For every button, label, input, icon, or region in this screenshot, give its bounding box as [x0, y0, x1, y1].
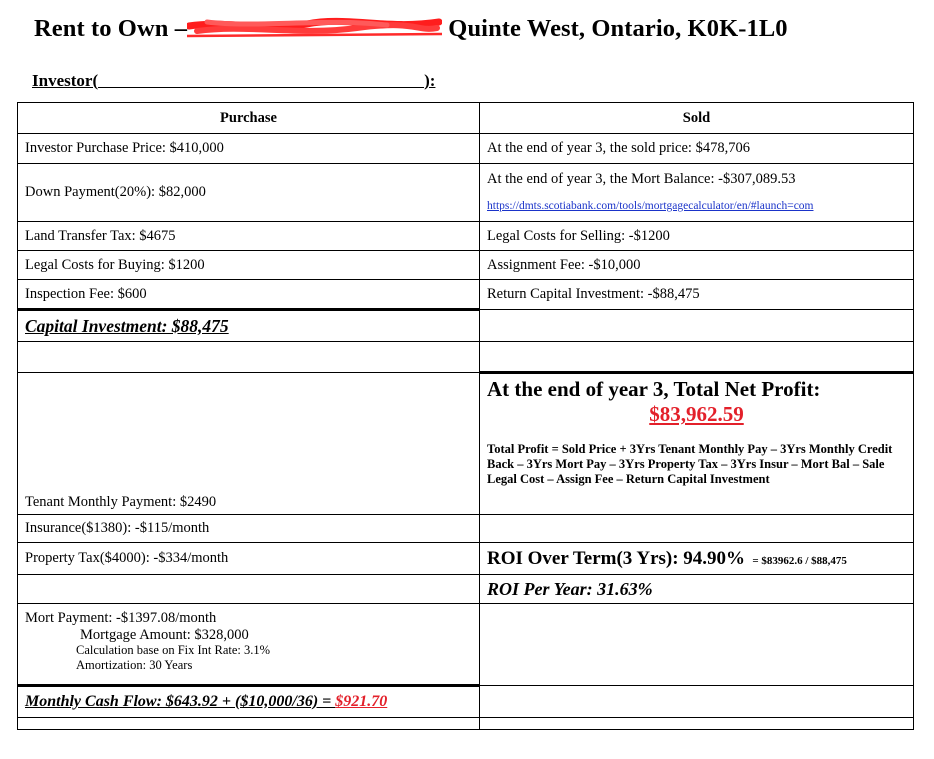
table-row — [18, 543, 914, 575]
empty-cell — [480, 718, 914, 730]
insurance: Insurance($1380): -$115/month — [18, 515, 480, 543]
table-row — [18, 310, 914, 342]
roi-year-cell — [480, 575, 914, 604]
sold-price: At the end of year 3, the sold price: $478,706 — [480, 134, 914, 164]
cash-flow-cell — [18, 686, 480, 718]
empty-cell — [18, 718, 480, 730]
capital-investment: Capital Investment: $88,475 — [25, 315, 229, 336]
mort-amount: Mortgage Amount: $328,000 — [80, 626, 249, 643]
empty-cell — [480, 515, 914, 543]
monthly-cash-flow: Monthly Cash Flow: $643.92 + ($10,000/36) = — [25, 692, 336, 710]
investor-name-blank — [98, 70, 424, 88]
table-row — [18, 280, 914, 310]
net-profit-amount: $83,962.59 — [649, 402, 744, 427]
empty-cell — [480, 686, 914, 718]
mort-balance-cell — [480, 164, 914, 222]
amortization: Amortization: 30 Years — [76, 657, 193, 672]
mortgage-cell — [18, 604, 480, 686]
property-tax: Property Tax($4000): -$334/month — [18, 543, 480, 575]
purchase-price: Investor Purchase Price: $410,000 — [18, 134, 480, 164]
mort-balance: At the end of year 3, the Mort Balance: -$307,089.53 — [487, 171, 796, 188]
redaction-scribble — [187, 14, 442, 40]
redacted-address — [187, 14, 442, 40]
cash-flow-total: $921.70 — [335, 692, 388, 710]
table-row — [18, 373, 914, 515]
title-prefix: Rent to Own – — [34, 15, 188, 42]
document-title — [34, 14, 788, 43]
table-row — [18, 575, 914, 604]
down-payment: Down Payment(20%): $82,000 — [18, 164, 480, 222]
table-row — [18, 686, 914, 718]
roi-term-cell — [480, 543, 914, 575]
assignment-fee: Assignment Fee: -$10,000 — [480, 251, 914, 280]
roi-term-calc: = $83962.6 / $88,475 — [752, 554, 847, 567]
table-row — [18, 134, 914, 164]
investor-label: Investor( — [32, 71, 99, 90]
roi-year: ROI Per Year: 31.63% — [487, 578, 653, 599]
empty-cell — [18, 575, 480, 604]
legal-selling: Legal Costs for Selling: -$1200 — [480, 222, 914, 251]
return-capital: Return Capital Investment: -$88,475 — [480, 280, 914, 310]
roi-term: ROI Over Term(3 Yrs): 94.90% — [487, 547, 746, 569]
calculator-link[interactable]: https://dmts.scotiabank.com/tools/mortgagecalculator/en/#launch=com — [487, 200, 814, 212]
empty-cell — [480, 342, 914, 373]
table-row — [18, 251, 914, 280]
empty-cell — [480, 604, 914, 686]
sold-header: Sold — [480, 103, 914, 134]
empty-cell — [18, 342, 480, 373]
calc-base-rate: Calculation base on Fix Int Rate: 3.1% — [76, 643, 271, 658]
net-profit-title: At the end of year 3, Total Net Profit: — [487, 377, 821, 401]
land-transfer-tax: Land Transfer Tax: $4675 — [18, 222, 480, 251]
rent-to-own-table — [17, 102, 914, 730]
net-profit-cell — [480, 373, 914, 515]
capital-investment-cell — [18, 310, 480, 342]
legal-buying: Legal Costs for Buying: $1200 — [18, 251, 480, 280]
title-suffix: Quinte West, Ontario, K0K-1L0 — [442, 15, 788, 42]
empty-cell — [480, 310, 914, 342]
table-row — [18, 515, 914, 543]
table-row — [18, 342, 914, 373]
profit-formula: Total Profit = Sold Price + 3Yrs Tenant Monthly Pay – 3Yrs Monthly Credit Back – 3Yrs Mort Pay – 3Yrs Property Tax – 3Yrs Insur – Mort Bal – Sale Legal Cost – Assign Fee – Return Capital Investment — [487, 442, 893, 487]
tenant-payment: Tenant Monthly Payment: $2490 — [18, 373, 480, 515]
table-row — [18, 222, 914, 251]
header-row — [18, 103, 914, 134]
investor-line — [32, 70, 435, 91]
mort-payment: Mort Payment: -$1397.08/month — [25, 610, 217, 626]
table-row — [18, 164, 914, 222]
investor-close: ): — [424, 71, 436, 90]
table-row — [18, 604, 914, 686]
table-row — [18, 718, 914, 730]
purchase-header: Purchase — [18, 103, 480, 134]
inspection-fee: Inspection Fee: $600 — [18, 280, 480, 310]
